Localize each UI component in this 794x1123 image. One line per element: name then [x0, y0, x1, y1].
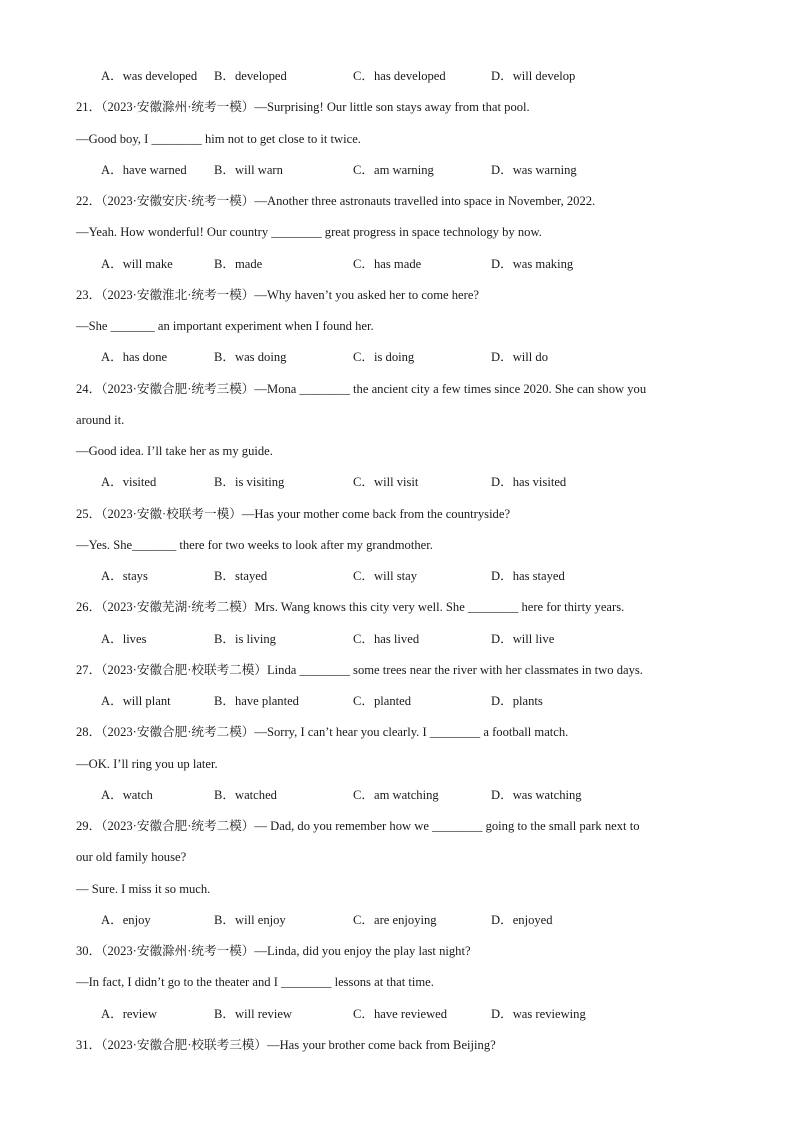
option-d: D．will live [491, 632, 555, 646]
question-text-line: —Yes. She_______ there for two weeks to look after my grandmother. [76, 538, 433, 552]
question-text-line: —Yeah. How wonderful! Our country ________ great progress in space technology by now. [76, 225, 542, 239]
option-d: D．was reviewing [491, 1007, 586, 1021]
question-text-line: — Sure. I miss it so much. [76, 882, 211, 896]
option-d: D．has visited [491, 475, 567, 489]
question-text-line: —In fact, I didn’t go to the theater and I ________ lessons at that time. [76, 975, 434, 989]
option-c: C．has made [353, 257, 422, 271]
option-a: A．was developed [101, 69, 198, 83]
option-b: B．developed [214, 69, 287, 83]
option-d: D．plants [491, 694, 543, 708]
question-text-line: —Good idea. I’ll take her as my guide. [76, 444, 273, 458]
options-row [101, 787, 761, 803]
option-b: B．will warn [214, 163, 283, 177]
option-c: C．are enjoying [353, 913, 437, 927]
option-d: D．will do [491, 350, 549, 364]
option-c: C．am warning [353, 163, 434, 177]
option-b: B．made [214, 257, 263, 271]
options-row [101, 631, 761, 647]
question-text-line: 31．（2023·安徽合肥·校联考三模）—Has your brother come back from Beijing? [76, 1038, 496, 1052]
option-a: A．visited [101, 475, 157, 489]
option-d: D．enjoyed [491, 913, 553, 927]
option-c: C．will visit [353, 475, 419, 489]
options-row [101, 349, 761, 365]
question-text-line: around it. [76, 413, 125, 427]
question-text-line: our old family house? [76, 850, 187, 864]
options-row [101, 162, 761, 178]
option-d: D．has stayed [491, 569, 565, 583]
option-a: A．lives [101, 632, 147, 646]
option-a: A．have warned [101, 163, 187, 177]
option-b: B．was doing [214, 350, 287, 364]
question-text-line: 26．（2023·安徽芜湖·统考二模）Mrs. Wang knows this city very well. She ________ here for thirty years. [76, 600, 625, 614]
question-text-line: 28．（2023·安徽合肥·统考二模）—Sorry, I can’t hear you clearly. I ________ a football match. [76, 725, 569, 739]
question-text-line: 23．（2023·安徽淮北·统考一模）—Why haven’t you asked her to come here? [76, 288, 480, 302]
option-d: D．was warning [491, 163, 577, 177]
options-row [101, 68, 761, 84]
option-a: A．will make [101, 257, 173, 271]
option-b: B．is living [214, 632, 276, 646]
question-text-line: —Good boy, I ________ him not to get close to it twice. [76, 132, 361, 146]
option-d: D．was making [491, 257, 574, 271]
question-text-line: 24．（2023·安徽合肥·统考三模）—Mona ________ the ancient city a few times since 2020. She can show you [76, 382, 647, 396]
question-text-line: —She _______ an important experiment when I found her. [76, 319, 374, 333]
option-a: A．stays [101, 569, 148, 583]
question-text-line: 27．（2023·安徽合肥·校联考二模）Linda ________ some trees near the river with her classmates in two days. [76, 663, 643, 677]
options-row [101, 1006, 761, 1022]
option-a: A．watch [101, 788, 153, 802]
options-row [101, 256, 761, 272]
option-b: B．have planted [214, 694, 299, 708]
question-text-line: —OK. I’ll ring you up later. [76, 757, 218, 771]
options-row [101, 693, 761, 709]
option-c: C．is doing [353, 350, 415, 364]
question-text-line: 29．（2023·安徽合肥·统考二模）— Dad, do you remember how we ________ going to the small park next to [76, 819, 640, 833]
option-b: B．will enjoy [214, 913, 286, 927]
option-d: D．was watching [491, 788, 582, 802]
question-text-line: 25．（2023·安徽·校联考一模）—Has your mother come back from the countryside? [76, 507, 511, 521]
question-text-line: 21．（2023·安徽滁州·统考一模）—Surprising! Our little son stays away from that pool. [76, 100, 530, 114]
option-a: A．will plant [101, 694, 171, 708]
option-a: A．review [101, 1007, 157, 1021]
option-b: B．stayed [214, 569, 268, 583]
option-a: A．enjoy [101, 913, 151, 927]
option-b: B．is visiting [214, 475, 285, 489]
options-row [101, 474, 761, 490]
option-c: C．am watching [353, 788, 439, 802]
option-c: C．planted [353, 694, 412, 708]
question-text-line: 30．（2023·安徽滁州·统考一模）—Linda, did you enjoy the play last night? [76, 944, 471, 958]
option-c: C．has lived [353, 632, 420, 646]
option-c: C．has developed [353, 69, 446, 83]
option-b: B．will review [214, 1007, 292, 1021]
option-b: B．watched [214, 788, 277, 802]
option-a: A．has done [101, 350, 168, 364]
option-c: C．have reviewed [353, 1007, 448, 1021]
option-d: D．will develop [491, 69, 576, 83]
option-c: C．will stay [353, 569, 418, 583]
question-text-line: 22．（2023·安徽安庆·统考一模）—Another three astronauts travelled into space in November, 2022. [76, 194, 596, 208]
options-row [101, 912, 761, 928]
options-row [101, 568, 761, 584]
